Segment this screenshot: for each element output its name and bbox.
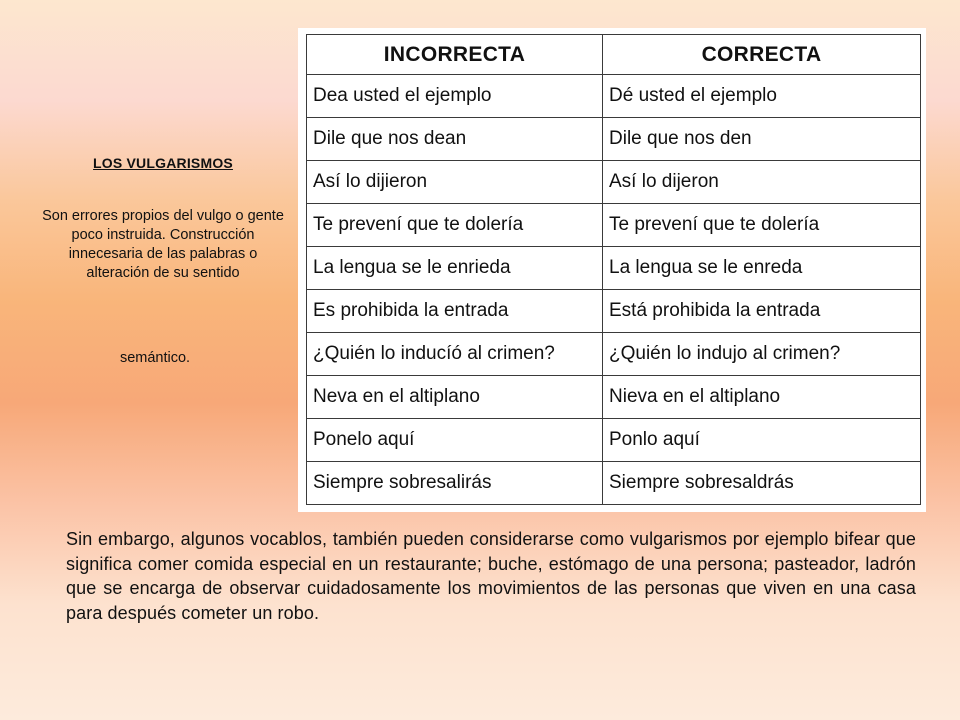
header-incorrecta: INCORRECTA bbox=[307, 35, 603, 75]
cell-incorrect: La lengua se le enrieda bbox=[307, 247, 603, 290]
cell-correct: ¿Quién lo indujo al crimen? bbox=[603, 333, 921, 376]
table-row bbox=[307, 290, 921, 333]
cell-correct: Te prevení que te dolería bbox=[603, 204, 921, 247]
cell-correct: Está prohibida la entrada bbox=[603, 290, 921, 333]
table-row bbox=[307, 118, 921, 161]
footer-paragraph: Sin embargo, algunos vocablos, también pueden considerarse como vulgarismos por ejemplo bifear que significa comer comida especial en un restaurante; buche, estómago de una persona; pasteador, ladrón que se encarga de observar cuidadosamente los movimientos de las personas que viven en una casa para después cometer un robo. bbox=[66, 529, 916, 623]
cell-incorrect: Así lo dijieron bbox=[307, 161, 603, 204]
cell-correct: Nieva en el altiplano bbox=[603, 376, 921, 419]
table-row bbox=[307, 419, 921, 462]
table-row bbox=[307, 204, 921, 247]
table-header-row bbox=[307, 35, 921, 75]
cell-correct: Dile que nos den bbox=[603, 118, 921, 161]
cell-incorrect: ¿Quién lo inducíó al crimen? bbox=[307, 333, 603, 376]
vulgarisms-table-image bbox=[298, 28, 926, 512]
cell-correct: Siempre sobresaldrás bbox=[603, 462, 921, 505]
cell-correct: Así lo dijeron bbox=[603, 161, 921, 204]
cell-incorrect: Te prevení que te dolería bbox=[307, 204, 603, 247]
cell-correct: Dé usted el ejemplo bbox=[603, 75, 921, 118]
table-row bbox=[307, 333, 921, 376]
cell-correct: La lengua se le enreda bbox=[603, 247, 921, 290]
cell-incorrect: Dile que nos dean bbox=[307, 118, 603, 161]
table-row bbox=[307, 376, 921, 419]
sidebar-description-end: semántico. bbox=[119, 350, 191, 366]
cell-incorrect: Ponelo aquí bbox=[307, 419, 603, 462]
table-row bbox=[307, 161, 921, 204]
cell-incorrect: Siempre sobresalirás bbox=[307, 462, 603, 505]
cell-correct: Ponlo aquí bbox=[603, 419, 921, 462]
sidebar-description: Son errores propios del vulgo o gente poco instruida. Construcción innecesaria de las palabras o alteración de su sentido bbox=[42, 208, 284, 281]
cell-incorrect: Es prohibida la entrada bbox=[307, 290, 603, 333]
table-row bbox=[307, 247, 921, 290]
table-row bbox=[307, 462, 921, 505]
vulgarisms-table bbox=[306, 34, 921, 505]
header-correcta: CORRECTA bbox=[603, 35, 921, 75]
table-row bbox=[307, 75, 921, 118]
sidebar-title: LOS VULGARISMOS bbox=[93, 155, 233, 171]
cell-incorrect: Neva en el altiplano bbox=[307, 376, 603, 419]
cell-incorrect: Dea usted el ejemplo bbox=[307, 75, 603, 118]
